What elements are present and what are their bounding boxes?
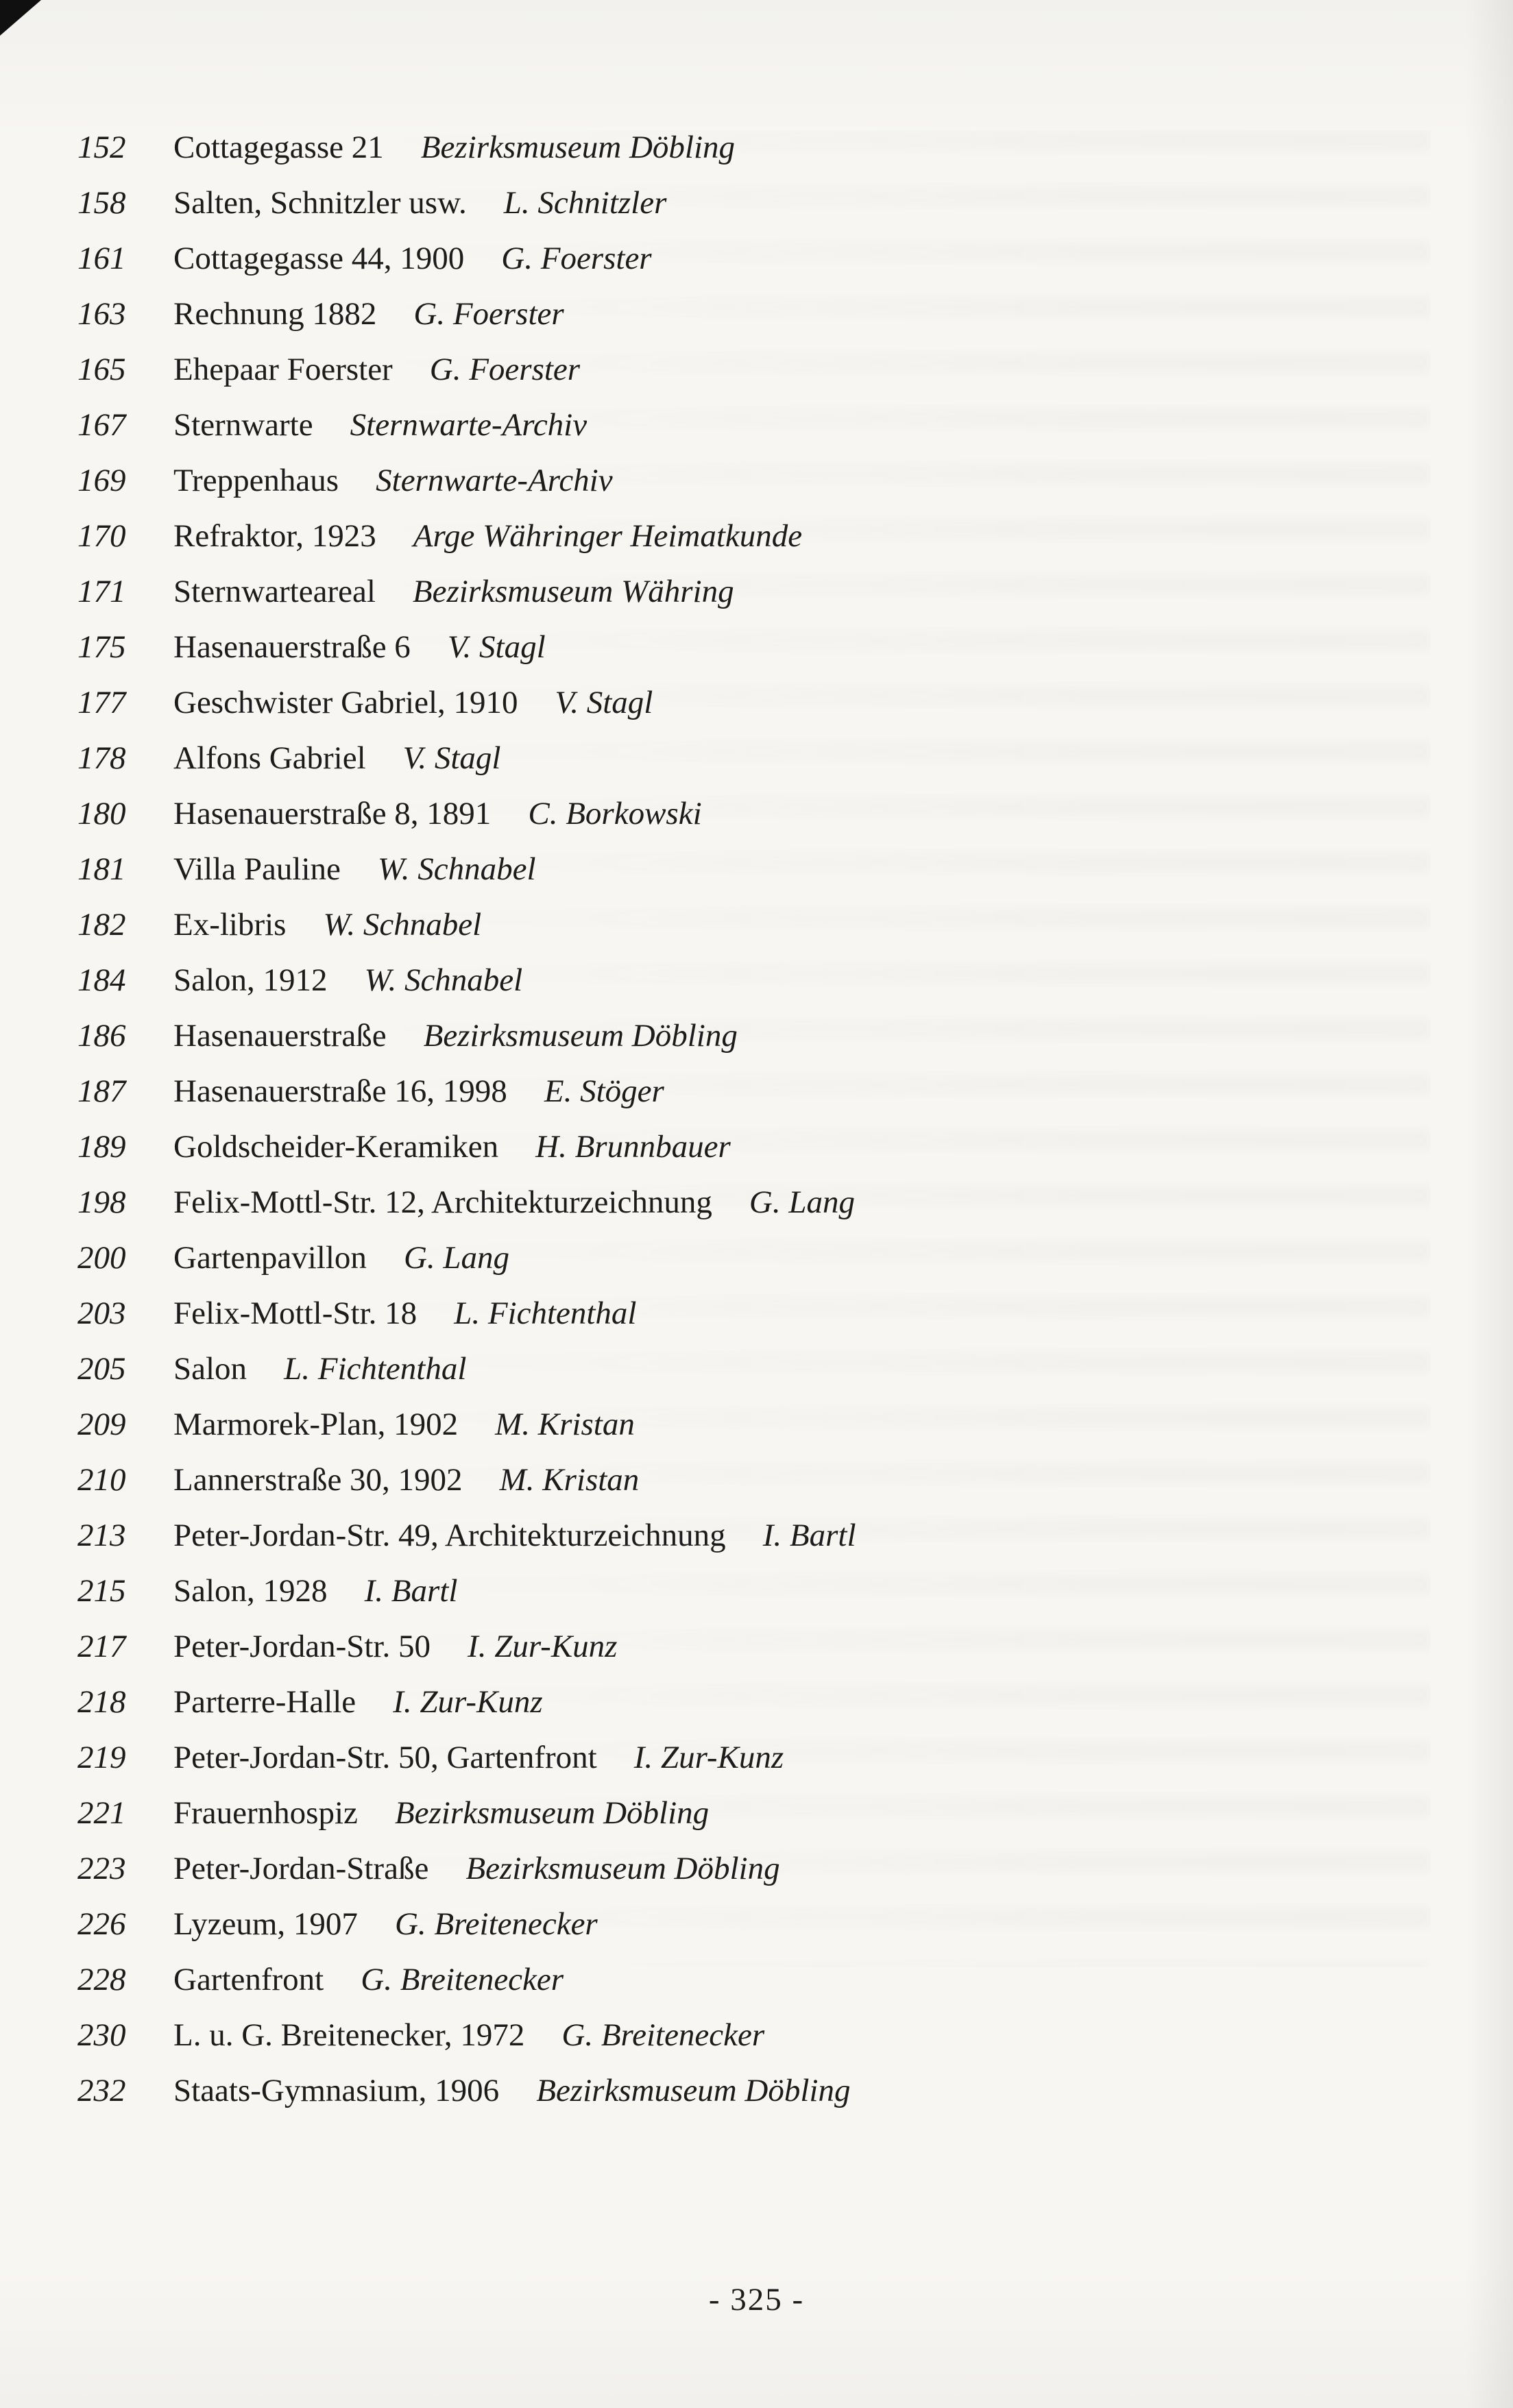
credit-list-item [77, 1841, 1472, 1897]
credit-list-item [77, 1397, 1472, 1452]
entry-credit: V. Stagl [402, 740, 501, 776]
entry-credit: W. Schnabel [323, 907, 482, 942]
entry-credit: L. Fichtenthal [284, 1351, 467, 1387]
entry-credit: E. Stöger [544, 1073, 664, 1109]
entry-description: Villa Pauline [173, 851, 341, 887]
entry-number: 186 [77, 1018, 126, 1054]
credit-list-item [77, 342, 1472, 398]
entry-credit: I. Zur-Kunz [633, 1740, 784, 1775]
credit-list-item [77, 1952, 1472, 2008]
entry-number: 213 [77, 1518, 126, 1553]
entry-description: Treppenhaus [173, 463, 339, 498]
entry-credit: M. Kristan [495, 1407, 635, 1442]
entry-credit: G. Foerster [429, 352, 581, 387]
entry-description: Salon [173, 1351, 247, 1387]
entry-description: Staats-Gymnasium, 1906 [173, 2073, 500, 2108]
entry-description: Felix-Mottl-Str. 18 [173, 1296, 417, 1331]
entry-number: 167 [77, 407, 126, 443]
credit-list-item [77, 1508, 1472, 1564]
entry-credit: Bezirksmuseum Döbling [465, 1851, 780, 1886]
entry-description: Lannerstraße 30, 1902 [173, 1462, 463, 1498]
entry-number: 152 [77, 130, 126, 165]
credit-list-item [77, 675, 1472, 731]
entry-number: 232 [77, 2073, 126, 2108]
entry-number: 198 [77, 1184, 126, 1220]
entry-description: Gartenfront [173, 1962, 324, 1997]
entry-number: 180 [77, 796, 126, 831]
entry-description: Cottagegasse 21 [173, 130, 384, 165]
entry-number: 163 [77, 296, 126, 332]
entry-number: 171 [77, 574, 126, 609]
entry-credit: H. Brunnbauer [535, 1129, 731, 1165]
credit-list-item [77, 231, 1472, 287]
entry-number: 182 [77, 907, 126, 942]
entry-credit: V. Stagl [447, 629, 546, 665]
page-number: - 325 - [708, 2282, 805, 2318]
entry-description: Hasenauerstraße [173, 1018, 387, 1054]
entry-description: Salon, 1912 [173, 962, 328, 998]
entry-number: 158 [77, 185, 126, 221]
page-edge-shading [1465, 0, 1513, 2408]
entry-number: 215 [77, 1573, 126, 1609]
entry-credit: I. Zur-Kunz [393, 1684, 543, 1720]
entry-number: 226 [77, 1906, 126, 1942]
entry-description: Salten, Schnitzler usw. [173, 185, 467, 221]
credit-list-item [77, 1564, 1472, 1619]
credit-list [77, 120, 1472, 2119]
entry-number: 169 [77, 463, 126, 498]
entry-description: Salon, 1928 [173, 1573, 328, 1609]
entry-number: 184 [77, 962, 126, 998]
entry-description: Gartenpavillon [173, 1240, 367, 1276]
entry-number: 217 [77, 1629, 126, 1664]
entry-credit: G. Lang [403, 1240, 510, 1276]
entry-number: 200 [77, 1240, 126, 1276]
credit-list-item [77, 897, 1472, 953]
credit-list-item [77, 2063, 1472, 2119]
credit-list-item [77, 398, 1472, 453]
credit-list-item [77, 620, 1472, 675]
entry-number: 189 [77, 1129, 126, 1165]
entry-credit: G. Breitenecker [394, 1906, 598, 1942]
entry-description: Cottagegasse 44, 1900 [173, 241, 465, 276]
entry-description: L. u. G. Breitenecker, 1972 [173, 2017, 525, 2053]
credit-list-item [77, 1452, 1472, 1508]
entry-number: 187 [77, 1073, 126, 1109]
credit-list-item [77, 453, 1472, 509]
entry-description: Rechnung 1882 [173, 296, 377, 332]
entry-credit: G. Foerster [413, 296, 564, 332]
credit-list-item [77, 509, 1472, 564]
entry-credit: Arge Währinger Heimatkunde [413, 518, 803, 554]
entry-description: Frauernhospiz [173, 1795, 358, 1831]
entry-description: Peter-Jordan-Straße [173, 1851, 429, 1886]
credit-list-item [77, 1341, 1472, 1397]
entry-description: Goldscheider-Keramiken [173, 1129, 499, 1165]
entry-credit: W. Schnabel [364, 962, 523, 998]
credit-list-item [77, 1286, 1472, 1341]
credit-list-item [77, 287, 1472, 342]
entry-credit: G. Lang [749, 1184, 855, 1220]
entry-credit: G. Foerster [501, 241, 652, 276]
entry-number: 181 [77, 851, 126, 887]
credit-list-item [77, 953, 1472, 1008]
entry-number: 175 [77, 629, 126, 665]
entry-description: Geschwister Gabriel, 1910 [173, 685, 518, 720]
entry-credit: L. Schnitzler [503, 185, 667, 221]
credit-list-item [77, 1230, 1472, 1286]
entry-credit: L. Fichtenthal [454, 1296, 637, 1331]
entry-number: 170 [77, 518, 126, 554]
credit-list-item [77, 1730, 1472, 1786]
entry-description: Sternwarteareal [173, 574, 376, 609]
entry-description: Hasenauerstraße 6 [173, 629, 411, 665]
entry-credit: I. Zur-Kunz [468, 1629, 618, 1664]
entry-number: 165 [77, 352, 126, 387]
entry-credit: I. Bartl [762, 1518, 856, 1553]
entry-description: Sternwarte [173, 407, 313, 443]
entry-credit: Bezirksmuseum Döbling [420, 130, 736, 165]
entry-description: Parterre-Halle [173, 1684, 356, 1720]
entry-description: Refraktor, 1923 [173, 518, 376, 554]
entry-credit: C. Borkowski [528, 796, 702, 831]
credit-list-item [77, 1119, 1472, 1175]
entry-description: Peter-Jordan-Str. 49, Architekturzeichnung [173, 1518, 726, 1553]
entry-number: 203 [77, 1296, 126, 1331]
entry-description: Hasenauerstraße 16, 1998 [173, 1073, 507, 1109]
entry-number: 218 [77, 1684, 126, 1720]
credit-list-item [77, 1619, 1472, 1675]
entry-description: Peter-Jordan-Str. 50 [173, 1629, 431, 1664]
entry-description: Ex-libris [173, 907, 287, 942]
entry-number: 219 [77, 1740, 126, 1775]
entry-number: 228 [77, 1962, 126, 1997]
credit-list-item [77, 1675, 1472, 1730]
entry-number: 178 [77, 740, 126, 776]
entry-number: 209 [77, 1407, 126, 1442]
credit-list-item [77, 1897, 1472, 1952]
entry-credit: Sternwarte-Archiv [376, 463, 613, 498]
entry-description: Felix-Mottl-Str. 12, Architekturzeichnung [173, 1184, 712, 1220]
credit-list-item [77, 120, 1472, 175]
entry-credit: W. Schnabel [377, 851, 536, 887]
entry-credit: I. Bartl [364, 1573, 458, 1609]
credit-list-item [77, 731, 1472, 786]
entry-credit: G. Breitenecker [361, 1962, 564, 1997]
credit-list-item [77, 1008, 1472, 1064]
credit-list-item [77, 842, 1472, 897]
entry-description: Peter-Jordan-Str. 50, Gartenfront [173, 1740, 597, 1775]
scan-corner-artifact [0, 0, 41, 36]
entry-description: Lyzeum, 1907 [173, 1906, 358, 1942]
entry-credit: Sternwarte-Archiv [350, 407, 588, 443]
entry-number: 177 [77, 685, 126, 720]
entry-description: Ehepaar Foerster [173, 352, 393, 387]
entry-number: 161 [77, 241, 126, 276]
entry-credit: Bezirksmuseum Döbling [423, 1018, 738, 1054]
entry-number: 230 [77, 2017, 126, 2053]
entry-credit: M. Kristan [499, 1462, 640, 1498]
entry-credit: V. Stagl [555, 685, 653, 720]
entry-number: 205 [77, 1351, 126, 1387]
entry-description: Marmorek-Plan, 1902 [173, 1407, 459, 1442]
entry-number: 223 [77, 1851, 126, 1886]
entry-number: 221 [77, 1795, 126, 1831]
entry-credit: G. Breitenecker [561, 2017, 765, 2053]
credit-list-item [77, 786, 1472, 842]
entry-credit: Bezirksmuseum Döbling [536, 2073, 851, 2108]
entry-description: Alfons Gabriel [173, 740, 366, 776]
entry-credit: Bezirksmuseum Währing [412, 574, 734, 609]
credit-list-item [77, 2008, 1472, 2063]
credit-list-item [77, 564, 1472, 620]
entry-credit: Bezirksmuseum Döbling [394, 1795, 710, 1831]
credit-list-item [77, 175, 1472, 231]
credit-list-item [77, 1175, 1472, 1230]
credit-list-item [77, 1064, 1472, 1119]
entry-description: Hasenauerstraße 8, 1891 [173, 796, 492, 831]
entry-number: 210 [77, 1462, 126, 1498]
credit-list-item [77, 1786, 1472, 1841]
